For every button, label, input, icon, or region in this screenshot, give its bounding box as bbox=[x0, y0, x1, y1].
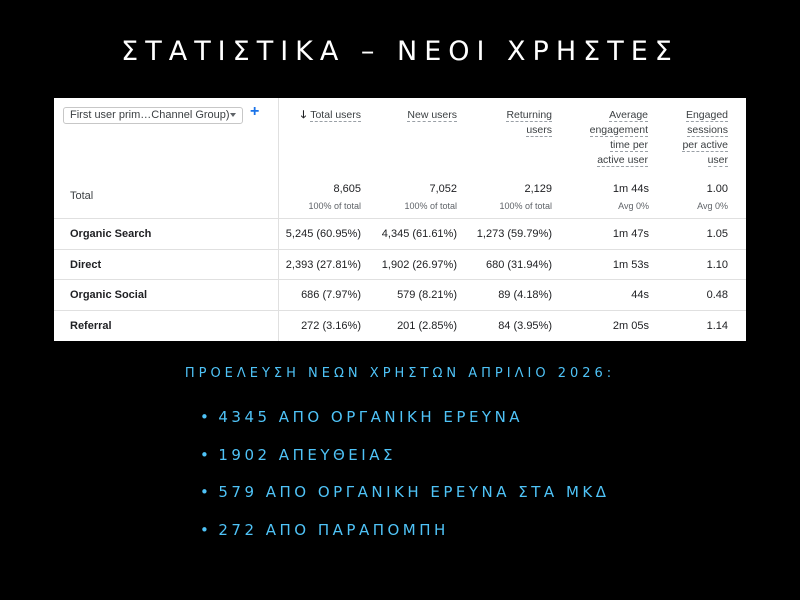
row-new-users: 1,902 (26.97%) bbox=[381, 259, 457, 271]
total-engaged-sub: Avg 0% bbox=[697, 201, 728, 211]
row-returning: 89 (4.18%) bbox=[498, 289, 552, 301]
bullet-text: 1902 ΑΠΕΥΘΕΙΑΣ bbox=[218, 445, 396, 464]
table-row[interactable] bbox=[54, 218, 746, 249]
header-engaged-sessions[interactable]: Engaged sessions per active user bbox=[682, 109, 728, 166]
table-row[interactable] bbox=[54, 279, 746, 310]
table-row[interactable] bbox=[54, 249, 746, 280]
row-new-users: 4,345 (61.61%) bbox=[381, 228, 457, 240]
row-avg-time: 2m 05s bbox=[612, 320, 649, 332]
row-engaged: 0.48 bbox=[706, 289, 728, 301]
row-engaged: 1.10 bbox=[706, 259, 728, 271]
total-label: Total bbox=[70, 190, 94, 202]
report-table bbox=[54, 98, 746, 341]
bullet-icon: • bbox=[200, 408, 213, 426]
dimension-dropdown[interactable] bbox=[63, 107, 243, 124]
total-total-users: 8,605 bbox=[333, 183, 361, 195]
row-channel-name[interactable]: Organic Social bbox=[70, 289, 148, 301]
total-avg-time-sub: Avg 0% bbox=[618, 201, 649, 211]
row-avg-time: 1m 47s bbox=[612, 228, 649, 240]
total-total-users-sub: 100% of total bbox=[308, 201, 361, 211]
total-returning-sub: 100% of total bbox=[499, 201, 552, 211]
total-new-users: 7,052 bbox=[429, 183, 457, 195]
list-item bbox=[200, 481, 610, 519]
bullet-text: 272 ΑΠΟ ΠΑΡΑΠΟΜΠΗ bbox=[218, 520, 449, 539]
row-new-users: 579 (8.21%) bbox=[397, 289, 457, 301]
row-returning: 1,273 (59.79%) bbox=[476, 228, 552, 240]
chevron-down-icon bbox=[230, 113, 236, 117]
row-engaged: 1.05 bbox=[706, 228, 728, 240]
row-avg-time: 1m 53s bbox=[612, 259, 649, 271]
dimension-dropdown-label: First user prim…Channel Group) bbox=[70, 109, 230, 121]
bullet-list bbox=[200, 406, 610, 556]
row-total-users: 5,245 (60.95%) bbox=[285, 228, 361, 240]
row-channel-name[interactable]: Direct bbox=[70, 259, 102, 271]
total-returning: 2,129 bbox=[524, 183, 552, 195]
bullet-text: 4345 ΑΠΟ ΟΡΓΑΝΙΚΗ ΕΡΕΥΝΑ bbox=[218, 408, 524, 426]
list-item bbox=[200, 519, 610, 557]
bullet-icon: • bbox=[200, 445, 213, 464]
total-engaged: 1.00 bbox=[706, 183, 728, 195]
row-avg-time: 44s bbox=[631, 289, 649, 301]
sort-down-icon[interactable]: 🡓 bbox=[300, 109, 307, 121]
row-new-users: 201 (2.85%) bbox=[397, 320, 457, 332]
header-average-engagement[interactable]: Average engagement time per active user bbox=[589, 109, 648, 166]
row-channel-name[interactable]: Organic Search bbox=[70, 228, 152, 240]
list-item bbox=[200, 444, 610, 482]
table-row[interactable] bbox=[54, 310, 746, 341]
bullet-icon: • bbox=[200, 483, 213, 501]
header-returning-users[interactable]: Returning users bbox=[506, 109, 552, 136]
add-dimension-button[interactable]: + bbox=[250, 103, 260, 120]
total-new-users-sub: 100% of total bbox=[404, 201, 457, 211]
row-engaged: 1.14 bbox=[706, 320, 728, 332]
slide-title: ΣΤΑΤΙΣΤΙΚΑ – ΝΕΟΙ ΧΡΗΣΤΕΣ bbox=[121, 36, 679, 67]
list-item bbox=[200, 406, 610, 444]
row-returning: 84 (3.95%) bbox=[498, 320, 552, 332]
slide-subtitle: ΠΡΟΕΛΕΥΣΗ ΝΕΩΝ ΧΡΗΣΤΩΝ ΑΠΡΙΛΙΟ 2026: bbox=[184, 366, 616, 381]
total-avg-time: 1m 44s bbox=[612, 183, 649, 195]
row-total-users: 272 (3.16%) bbox=[301, 320, 361, 332]
bullet-text: 579 ΑΠΟ ΟΡΓΑΝΙΚΗ ΕΡΕΥΝΑ ΣΤΑ ΜΚΔ bbox=[218, 483, 610, 501]
header-new-users[interactable]: New users bbox=[407, 109, 457, 121]
bullet-icon: • bbox=[200, 520, 213, 539]
row-total-users: 686 (7.97%) bbox=[301, 289, 361, 301]
row-total-users: 2,393 (27.81%) bbox=[285, 259, 361, 271]
header-total-users[interactable]: 🡓 Total users bbox=[300, 109, 361, 121]
row-returning: 680 (31.94%) bbox=[485, 259, 552, 271]
row-channel-name[interactable]: Referral bbox=[70, 320, 112, 332]
